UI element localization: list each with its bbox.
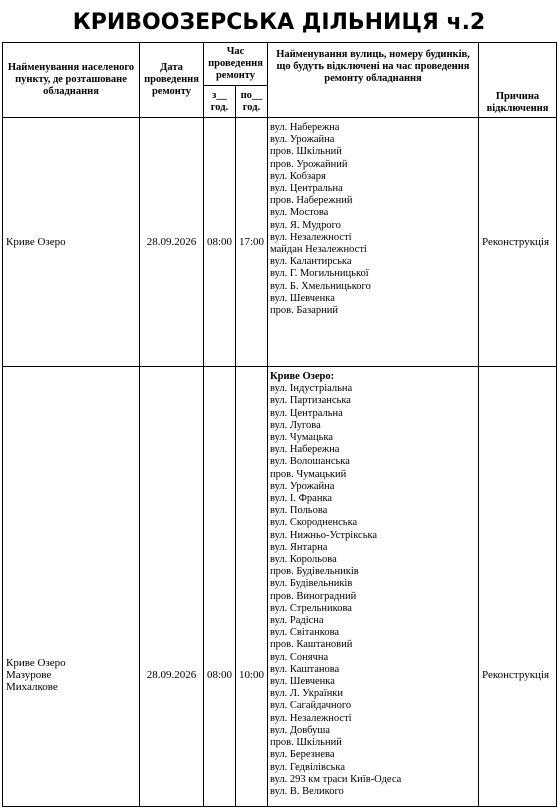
street-item: майдан Незалежності: [270, 244, 367, 256]
table-row: [3, 118, 557, 367]
header-time-to: по__ год.: [236, 86, 268, 118]
street-item: вул. Волошанська: [270, 456, 350, 468]
street-item: вул. Світанкова: [270, 627, 340, 639]
street-item: вул. І. Франка: [270, 493, 333, 505]
reason-cell: Реконструкція: [479, 367, 557, 807]
street-item: вул. Центральна: [270, 407, 343, 419]
time-to-cell: 17:00: [236, 118, 268, 367]
street-item: вул. Будівельників: [270, 578, 353, 590]
street-item: пров. Виноградний: [270, 590, 357, 602]
street-item: вул. Калантирська: [270, 256, 352, 268]
street-item: вул. Радісна: [270, 615, 324, 627]
street-item: вул. Л. Українки: [270, 688, 344, 700]
street-item: пров. Чумацький: [270, 468, 347, 480]
header-reason: Причина відключення: [479, 43, 557, 118]
header-streets: Найменування вулиць, номеру будинків, що будуть відключені на час проведення ремонту обладнання: [268, 43, 479, 118]
street-item: вул. Мостова: [270, 207, 329, 219]
time-from-cell: 08:00: [204, 367, 236, 807]
street-item: вул. Г. Могильницької: [270, 268, 369, 280]
street-item: пров. Будівельників: [270, 566, 359, 578]
header-settlement: Найменування населеного пункту, де розташоване обладнання: [3, 43, 140, 118]
street-item: вул. Індустріальна: [270, 383, 353, 395]
header-time-group: Час проведення ремонту: [204, 43, 268, 86]
street-item: вул. Корольова: [270, 554, 337, 566]
street-item: вул. Сонячна: [270, 651, 329, 663]
street-item: пров. Урожайний: [270, 158, 348, 170]
header-time-from: з__ год.: [204, 86, 236, 118]
time-to-cell: 10:00: [236, 367, 268, 807]
street-item: вул. Набережна: [270, 122, 340, 133]
street-item: вул. Довбуша: [270, 724, 331, 736]
street-item: вул. Шевченка: [270, 292, 335, 304]
street-item: вул. 293 км траси Київ-Одеса: [270, 773, 402, 785]
street-item: пров. Каштановий: [270, 639, 353, 651]
street-item: вул. Березнева: [270, 749, 335, 761]
street-item: пров. Набережний: [270, 195, 353, 207]
streets-heading: Криве Озеро:: [270, 371, 335, 382]
street-item: вул. Чумацька: [270, 432, 334, 444]
street-item: вул. Б. Хмельницького: [270, 280, 371, 292]
street-item: вул. Урожайна: [270, 480, 335, 492]
street-item: вул. Набережна: [270, 444, 340, 456]
street-item: вул. Стрельникова: [270, 602, 352, 614]
street-item: вул. Шевченка: [270, 676, 335, 688]
settlement-cell: [3, 367, 140, 807]
street-item: вул. Сагайдачного: [270, 700, 352, 712]
street-item: вул. Гедвілівська: [270, 761, 345, 773]
street-item: пров. Шкільний: [270, 146, 342, 158]
header-row: [3, 43, 557, 86]
date-cell: 28.09.2026: [140, 118, 204, 367]
street-item: вул. Центральна: [270, 183, 343, 195]
street-item: вул. Незалежності: [270, 712, 352, 724]
street-item: пров. Базарний: [270, 305, 338, 317]
street-item: вул. Нижньо-Устрікська: [270, 529, 378, 541]
settlement-name: Михалкове: [6, 681, 58, 694]
settlement-name: Криве Озеро: [6, 235, 66, 248]
time-from-cell: 08:00: [204, 118, 236, 367]
street-item: вул. Незалежності: [270, 231, 352, 243]
street-item: вул. Каштанова: [270, 663, 340, 675]
date-cell: 28.09.2026: [140, 367, 204, 807]
streets-cell: [268, 118, 479, 367]
street-item: вул. Польова: [270, 505, 328, 517]
reason-cell: Реконструкція: [479, 118, 557, 367]
street-item: вул. Я. Мудрого: [270, 219, 341, 231]
outage-schedule-table: [2, 42, 557, 807]
settlement-cell: [3, 118, 140, 367]
settlement-name: Мазурове: [6, 669, 52, 682]
street-item: вул. Скородненська: [270, 517, 358, 529]
street-item: пров. Шкільний: [270, 737, 342, 749]
street-item: вул. В. Великого: [270, 785, 344, 797]
table-row: [3, 367, 557, 807]
street-item: вул. Лугова: [270, 419, 321, 431]
streets-cell: [268, 367, 479, 807]
header-date: Дата проведення ремонту: [140, 43, 204, 118]
street-item: вул. Янтарна: [270, 541, 328, 553]
page-title: КРИВООЗЕРСЬКА ДІЛЬНИЦЯ ч.2: [72, 10, 486, 35]
street-item: вул. Урожайна: [270, 134, 335, 146]
settlement-name: Криве Озеро: [6, 657, 66, 669]
street-item: вул. Кобзаря: [270, 170, 326, 182]
street-item: вул. Партизанська: [270, 395, 351, 407]
